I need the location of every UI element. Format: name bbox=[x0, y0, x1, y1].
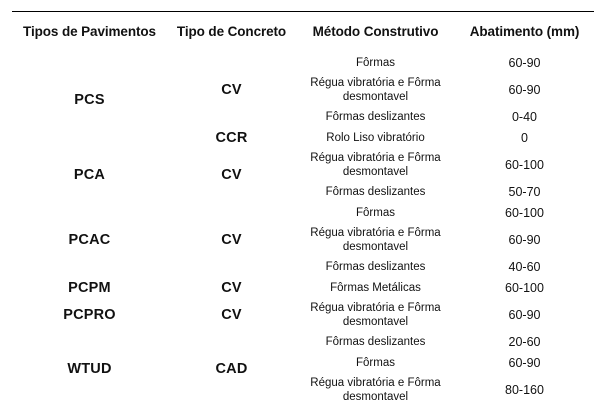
cell-tipo-de-pavimento: PCA bbox=[12, 148, 167, 202]
cell-tipo-de-concreto: CCR bbox=[167, 127, 296, 148]
table-row bbox=[12, 148, 594, 181]
cell-abatimento: 80-160 bbox=[455, 373, 594, 406]
cell-abatimento: 60-100 bbox=[455, 148, 594, 181]
table-row bbox=[12, 277, 594, 298]
cell-metodo-construtivo: Rolo Liso vibratório bbox=[296, 127, 455, 148]
cell-metodo-construtivo: Régua vibratória e Fôrma desmontavel bbox=[296, 373, 455, 406]
column-header-metodo-construtivo: Método Construtivo bbox=[296, 12, 455, 53]
table-row bbox=[12, 52, 594, 73]
cell-abatimento: 50-70 bbox=[455, 181, 594, 202]
table-body bbox=[12, 52, 594, 406]
column-header-tipos-de-pavimentos: Tipos de Pavimentos bbox=[12, 12, 167, 53]
cell-abatimento: 0-40 bbox=[455, 106, 594, 127]
cell-tipo-de-concreto: CAD bbox=[167, 331, 296, 406]
cell-tipo-de-concreto: CV bbox=[167, 202, 296, 277]
cell-tipo-de-pavimento: PCPM bbox=[12, 277, 167, 298]
cell-abatimento: 60-100 bbox=[455, 202, 594, 223]
cell-tipo-de-concreto: CV bbox=[167, 298, 296, 331]
cell-abatimento: 60-90 bbox=[455, 73, 594, 106]
cell-abatimento: 60-90 bbox=[455, 52, 594, 73]
cell-tipo-de-pavimento: PCS bbox=[12, 52, 167, 148]
cell-abatimento: 60-90 bbox=[455, 223, 594, 256]
cell-abatimento: 20-60 bbox=[455, 331, 594, 352]
cell-metodo-construtivo: Régua vibratória e Fôrma desmontavel bbox=[296, 223, 455, 256]
cell-metodo-construtivo: Fôrmas bbox=[296, 202, 455, 223]
cell-abatimento: 60-90 bbox=[455, 298, 594, 331]
cell-metodo-construtivo: Fôrmas deslizantes bbox=[296, 331, 455, 352]
column-header-abatimento: Abatimento (mm) bbox=[455, 12, 594, 53]
cell-metodo-construtivo: Fôrmas Metálicas bbox=[296, 277, 455, 298]
cell-tipo-de-pavimento: WTUD bbox=[12, 331, 167, 406]
table-header-row bbox=[12, 12, 594, 53]
cell-metodo-construtivo: Fôrmas deslizantes bbox=[296, 256, 455, 277]
cell-metodo-construtivo: Fôrmas deslizantes bbox=[296, 106, 455, 127]
table-header bbox=[12, 12, 594, 53]
table-row bbox=[12, 202, 594, 223]
cell-abatimento: 60-100 bbox=[455, 277, 594, 298]
cell-metodo-construtivo: Fôrmas bbox=[296, 52, 455, 73]
cell-tipo-de-concreto: CV bbox=[167, 52, 296, 127]
cell-metodo-construtivo: Fôrmas deslizantes bbox=[296, 181, 455, 202]
cell-metodo-construtivo: Fôrmas bbox=[296, 352, 455, 373]
cell-metodo-construtivo: Régua vibratória e Fôrma desmontavel bbox=[296, 148, 455, 181]
table-row bbox=[12, 331, 594, 352]
cell-tipo-de-pavimento: PCPRO bbox=[12, 298, 167, 331]
cell-metodo-construtivo: Régua vibratória e Fôrma desmontavel bbox=[296, 298, 455, 331]
pavement-slump-table bbox=[12, 11, 594, 406]
cell-metodo-construtivo: Régua vibratória e Fôrma desmontavel bbox=[296, 73, 455, 106]
column-header-tipo-de-concreto: Tipo de Concreto bbox=[167, 12, 296, 53]
cell-abatimento: 40-60 bbox=[455, 256, 594, 277]
cell-abatimento: 0 bbox=[455, 127, 594, 148]
table-row bbox=[12, 298, 594, 331]
cell-tipo-de-concreto: CV bbox=[167, 277, 296, 298]
cell-tipo-de-pavimento: PCAC bbox=[12, 202, 167, 277]
cell-abatimento: 60-90 bbox=[455, 352, 594, 373]
cell-tipo-de-concreto: CV bbox=[167, 148, 296, 202]
